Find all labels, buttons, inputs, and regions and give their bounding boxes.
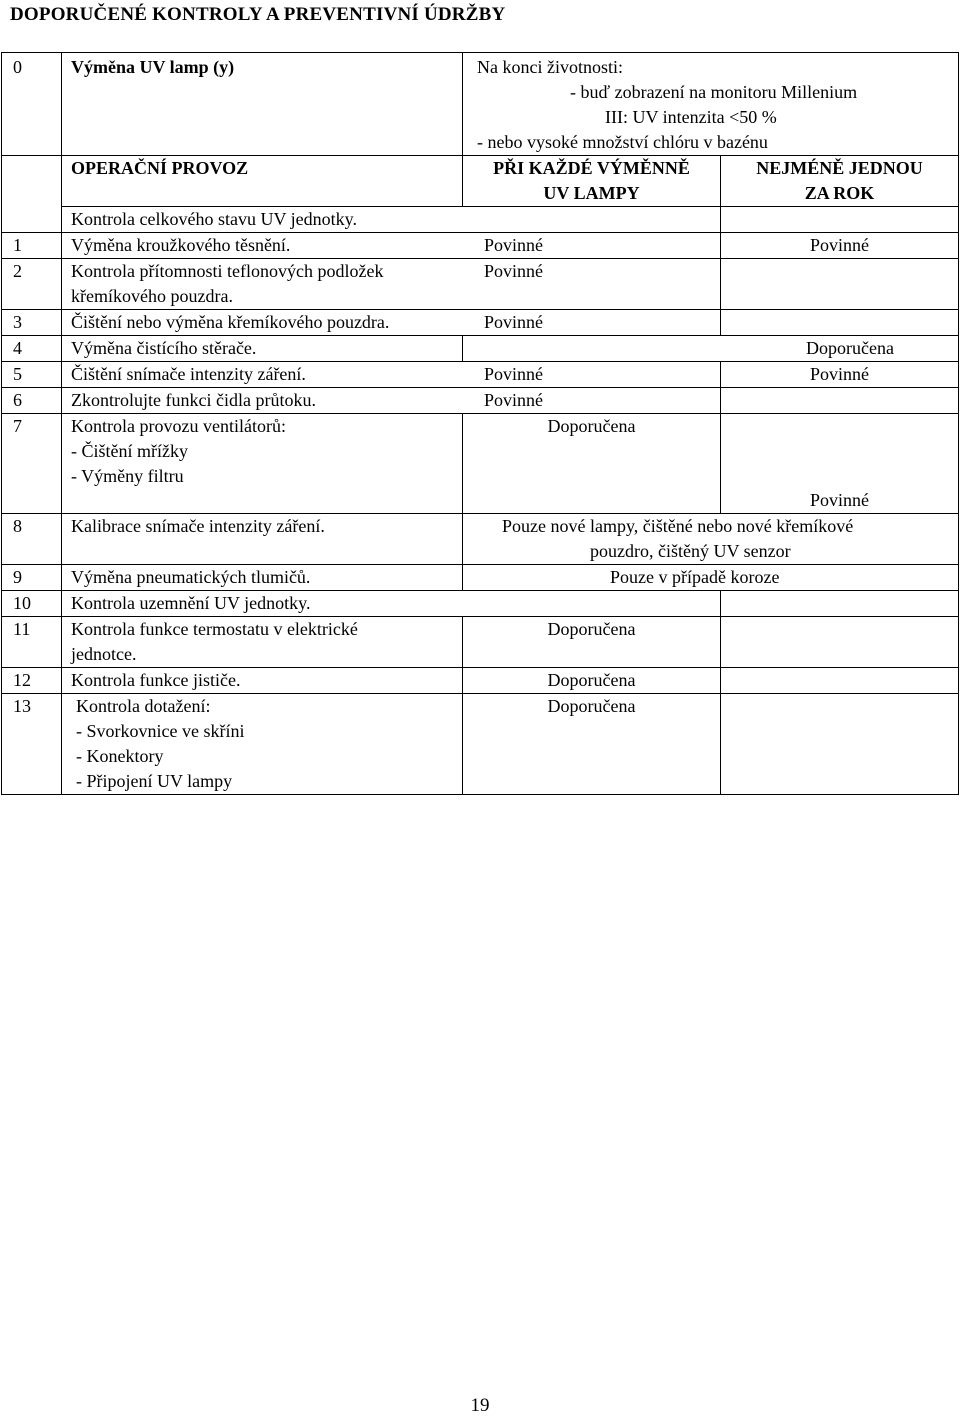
task-cell: Výměna čistícího stěrače. (62, 336, 463, 362)
table-row (2, 310, 959, 336)
task-cell: Výměna kroužkového těsnění. Povinné (62, 233, 721, 259)
yearly-cell: Doporučena (463, 336, 959, 362)
yearly-cell: Povinné (721, 414, 959, 514)
task-cell: Zkontrolujte funkci čidla průtoku. Povinné (62, 388, 721, 414)
task-cell: Kalibrace snímače intenzity záření. (62, 514, 463, 565)
row-number: 12 (2, 668, 62, 694)
page-title: DOPORUČENÉ KONTROLY A PREVENTIVNÍ ÚDRŽBY (10, 4, 506, 25)
row-number: 3 (2, 310, 62, 336)
note-cell: Pouze v případě koroze (463, 565, 959, 591)
note-cell: Pouze nové lampy, čištěné nebo nové křemíkové pouzdro, čištěný UV senzor (463, 514, 959, 565)
each-cell: Doporučena (463, 668, 721, 694)
row-number: 7 (2, 414, 62, 514)
each-cell: Doporučena (463, 617, 721, 668)
task-cell: Čištění snímače intenzity záření. Povinné (62, 362, 721, 388)
task-cell: Výměna pneumatických tlumičů. (62, 565, 463, 591)
note-cell (463, 53, 959, 156)
task-cell: Čištění nebo výměna křemíkového pouzdra. Povinné (62, 310, 721, 336)
yearly-cell (721, 259, 959, 310)
general-check-cell: Kontrola celkového stavu UV jednotky. (62, 207, 721, 233)
maintenance-table (1, 52, 959, 795)
task-cell: Kontrola dotažení: - Svorkovnice ve skříni - Konektory - Připojení UV lampy (62, 694, 463, 795)
page-number: 19 (470, 1395, 490, 1416)
row-number: 8 (2, 514, 62, 565)
table-row (2, 156, 959, 207)
row-number: 13 (2, 694, 62, 795)
note-line: - buď zobrazení na monitoru Millenium (570, 82, 858, 102)
header-each-replacement: PŘI KAŽDÉ VÝMĚNNĚ UV LAMPY (463, 156, 721, 207)
yearly-cell (721, 668, 959, 694)
yearly-cell (721, 388, 959, 414)
row-number: 2 (2, 259, 62, 310)
table-row (2, 233, 959, 259)
table-row (2, 362, 959, 388)
table-row (2, 694, 959, 795)
table-row (2, 388, 959, 414)
row-number: 5 (2, 362, 62, 388)
yearly-cell: Povinné (721, 362, 959, 388)
table-row (2, 207, 959, 233)
task-cell: Kontrola funkce termostatu v elektrické jednotce. (62, 617, 463, 668)
table-row (2, 668, 959, 694)
row-number: 10 (2, 591, 62, 617)
task-cell: Kontrola provozu ventilátorů: - Čištění mřížky - Výměny filtru (62, 414, 463, 514)
yearly-cell (721, 591, 959, 617)
row-number (2, 156, 62, 233)
yearly-cell (721, 207, 959, 233)
table-row (2, 336, 959, 362)
table-row (2, 617, 959, 668)
note-line: Na konci životnosti: (477, 57, 623, 77)
task-cell: Kontrola přítomnosti teflonových podložek Povinné křemíkového pouzdra. (62, 259, 721, 310)
task-cell: Kontrola uzemnění UV jednotky. (62, 591, 721, 617)
row-number: 1 (2, 233, 62, 259)
table-row (2, 414, 959, 514)
table-row (2, 514, 959, 565)
yearly-cell (721, 617, 959, 668)
table-row (2, 565, 959, 591)
row-number: 6 (2, 388, 62, 414)
note-line: III: UV intenzita <50 % (605, 107, 777, 127)
each-cell: Doporučena (463, 414, 721, 514)
yearly-cell: Povinné (721, 233, 959, 259)
yearly-cell (721, 310, 959, 336)
row-number: 9 (2, 565, 62, 591)
each-cell: Doporučena (463, 694, 721, 795)
row-number: 0 (2, 53, 62, 156)
yearly-cell (721, 694, 959, 795)
table-row (2, 53, 959, 156)
row-number: 4 (2, 336, 62, 362)
table-row (2, 259, 959, 310)
table-row (2, 591, 959, 617)
header-operation: OPERAČNÍ PROVOZ (62, 156, 463, 207)
task-cell: Výměna UV lamp (y) (62, 53, 463, 156)
task-cell: Kontrola funkce jističe. (62, 668, 463, 694)
note-line: - nebo vysoké množství chlóru v bazénu (477, 132, 768, 152)
row-number: 11 (2, 617, 62, 668)
header-yearly: NEJMÉNĚ JEDNOU ZA ROK (721, 156, 959, 207)
